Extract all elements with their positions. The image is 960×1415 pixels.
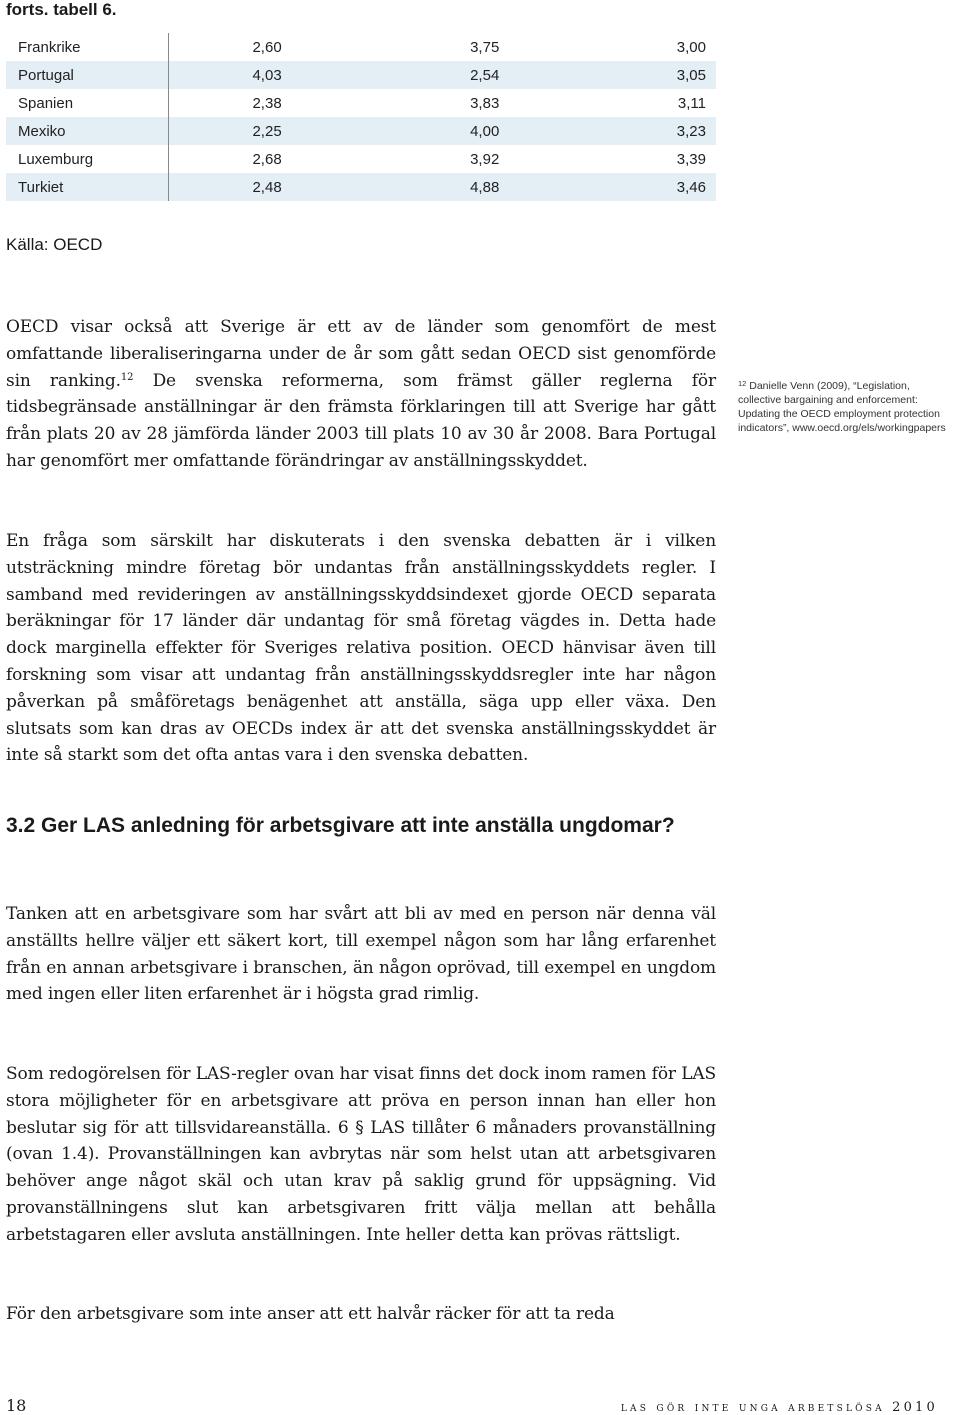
table-row [6,33,716,61]
footnote [738,377,954,435]
table-row [6,61,716,89]
body-paragraph-4: Som redogörelsen för LAS-regler ovan har visat finns det dock inom ramen för LAS stora möjligheter för en arbetsgivare att pröva en person innan han eller hon beslutar sig för att tillsvidareanställa. 6 § LAS tillåter 6 månaders provanställning (ovan 1.4). Provanställningen kan avbrytas när som helst utan att arbetsgivaren behöver ange något skäl och utan krav på saklig grund för uppsägning. Vid provanställningens slut kan arbetsgivaren fritt välja mellan att behålla arbetstagaren eller avsluta anställningen. Inte heller detta kan prövas rättsligt. [6,1064,716,1245]
table-cell-value: 3,39 [676,150,706,168]
table-cell-country: Luxemburg [6,145,168,173]
table-cell-value: 3,46 [499,173,716,201]
table-cell-country: Turkiet [6,173,168,201]
table-cell-country: Spanien [6,89,168,117]
table-caption: forts. tabell 6. [6,0,117,19]
table-cell-value: 3,05 [499,61,716,89]
table-cell-value: 2,68 [252,150,282,168]
table-cell-country: Frankrike [6,33,168,61]
table-cell-value: 3,11 [677,94,706,112]
table-cell-value: 3,75 [470,38,500,56]
table-row [6,145,716,173]
table-cell-value: 3,83 [470,94,500,112]
body-paragraph-1 [6,314,716,475]
table-cell-country: Portugal [6,61,168,89]
table-row [6,117,716,145]
table-source: Källa: OECD [6,235,103,254]
body-paragraph-3: Tanken att en arbetsgivare som har svårt att bli av med en person när denna väl anställts hellre väljer ett säkert kort, till exempel någon som har lång erfarenhet från en annan arbetsgivare i branschen, än någon oprövad, till exempel en ungdom med ingen eller liten erfarenhet är i högsta grad rimlig. [6,904,716,1005]
table-cell-value: 2,38 [252,94,282,112]
footnote-ref[interactable]: 12 [120,371,134,383]
table-cell-value: 3,00 [676,38,706,56]
table-cell-value: 3,23 [499,117,716,145]
table-cell-value: 2,25 [168,117,281,145]
paragraph-text: OECD visar också att Sverige är ett av de länder som genomfört de mest omfattande liberaliseringarna under de år som gått sedan OECD sist genomförde sin ranking. [6,317,716,391]
body-paragraph-2: En fråga som särskilt har diskuterats i den svenska debatten är i vilken utsträckning mindre företag bör undantas från anställningsskyddets regler. I samband med revideringen av anställningsskyddsindexet gjorde OECD separata beräkningar för 17 länder där undantag för små företag vägdes in. Detta hade dock marginella effekter för Sveriges relativa position. OECD hänvisar även till forskning som visar att undantag från anställningsskyddsregler inte har någon påverkan på småföretags benägenhet att anställa, säga upp eller växa. Den slutsats som kan dras av OECDs index är att det svenska anställningsskyddet är inte så starkt som det ofta antas vara i den svenska debatten. [6,531,716,766]
table-cell-value: 2,60 [252,38,282,56]
data-table [6,33,716,201]
footnote-text: Danielle Venn (2009), “Legislation, collective bargaining and enforcement: Updating the OECD employment protection indicators”, www.oecd.org/els/workingpapers [738,380,946,434]
paragraph-text: De svenska reformerna, som främst gäller reglerna för tidsbegränsade anställningar är den främsta förklaringen till att Sverige har gått från plats 20 av 28 jämförda länder 2003 till plats 10 av 30 år 2008. Bara Portugal har genomfört mer omfattande förändringar av anställningsskyddet. [6,370,716,471]
footnote-number: 12 [738,379,747,388]
table-row [6,89,716,117]
table-cell-value: 4,00 [282,117,500,145]
section-heading: 3.2 Ger LAS anledning för arbetsgivare att inte anställa ungdomar? [6,814,675,837]
page-number: 18 [6,1396,27,1415]
table-cell-value: 3,92 [470,150,500,168]
table-row [6,173,716,201]
table-cell-value: 4,03 [168,61,281,89]
table-cell-country: Mexiko [6,117,168,145]
body-paragraph-5: För den arbetsgivare som inte anser att ett halvår räcker för att ta reda [6,1304,615,1324]
table-cell-value: 4,88 [282,173,500,201]
table-cell-value: 2,48 [168,173,281,201]
table-cell-value: 2,54 [282,61,500,89]
running-footer: las gör inte unga arbetslösa 2010 [620,1400,938,1415]
